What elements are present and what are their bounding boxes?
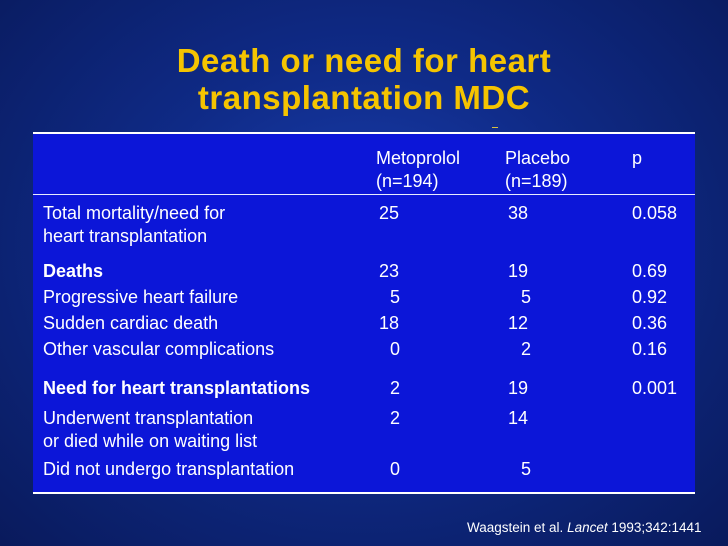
row-need-placebo: 19 [508, 378, 529, 398]
title-line-2: transplantation MDC [197, 79, 531, 116]
row-phf-p: 0.92 [632, 287, 668, 307]
row-ovc-label: Other vascular complications [43, 339, 275, 359]
row-need-label: Need for heart transplantations [43, 378, 311, 398]
row-phf-label: Progressive heart failure [43, 287, 239, 307]
row-phf-placebo: 5 [521, 287, 532, 307]
row-total-label-2: heart transplantation [43, 226, 208, 246]
row-underwent-metoprolol: 2 [390, 408, 401, 428]
row-notundergo-metoprolol: 0 [390, 459, 401, 479]
row-need-metoprolol: 2 [390, 378, 401, 398]
citation-ref: 1993;342:1441 [611, 520, 702, 535]
row-underwent-label: Underwent transplantation [43, 408, 254, 428]
citation [467, 520, 701, 535]
row-total-placebo: 38 [508, 203, 529, 223]
row-deaths-placebo: 19 [508, 261, 529, 281]
row-scd-p: 0.36 [632, 313, 668, 333]
header-metoprolol: Metoprolol [376, 148, 461, 168]
results-table [33, 132, 695, 494]
row-notundergo-placebo: 5 [521, 459, 532, 479]
row-ovc-metoprolol: 0 [390, 339, 401, 359]
row-scd-metoprolol: 18 [379, 313, 400, 333]
row-notundergo-label: Did not undergo transplantation [43, 459, 295, 479]
citation-authors: Waagstein et al. [467, 520, 564, 535]
row-phf-metoprolol: 5 [390, 287, 401, 307]
row-ovc-p: 0.16 [632, 339, 668, 359]
row-deaths-metoprolol: 23 [379, 261, 400, 281]
row-scd-placebo: 12 [508, 313, 529, 333]
row-total-metoprolol: 25 [379, 203, 400, 223]
slide-title [0, 42, 728, 116]
row-underwent-placebo: 14 [508, 408, 529, 428]
row-deaths-label: Deaths [43, 261, 104, 281]
row-need-p: 0.001 [632, 378, 678, 398]
row-scd-label: Sudden cardiac death [43, 313, 219, 333]
row-underwent-label-2: or died while on waiting list [43, 431, 258, 451]
decorative-tick [492, 127, 498, 128]
header-placebo-n: (n=189) [505, 171, 568, 191]
header-p: p [632, 148, 643, 168]
row-ovc-placebo: 2 [521, 339, 532, 359]
header-divider [33, 194, 695, 195]
header-metoprolol-n: (n=194) [376, 171, 439, 191]
citation-journal: Lancet [567, 520, 608, 535]
row-deaths-p: 0.69 [632, 261, 668, 281]
header-placebo: Placebo [505, 148, 571, 168]
row-total-label: Total mortality/need for [43, 203, 226, 223]
row-total-p: 0.058 [632, 203, 678, 223]
title-line-1: Death or need for heart [176, 42, 552, 79]
